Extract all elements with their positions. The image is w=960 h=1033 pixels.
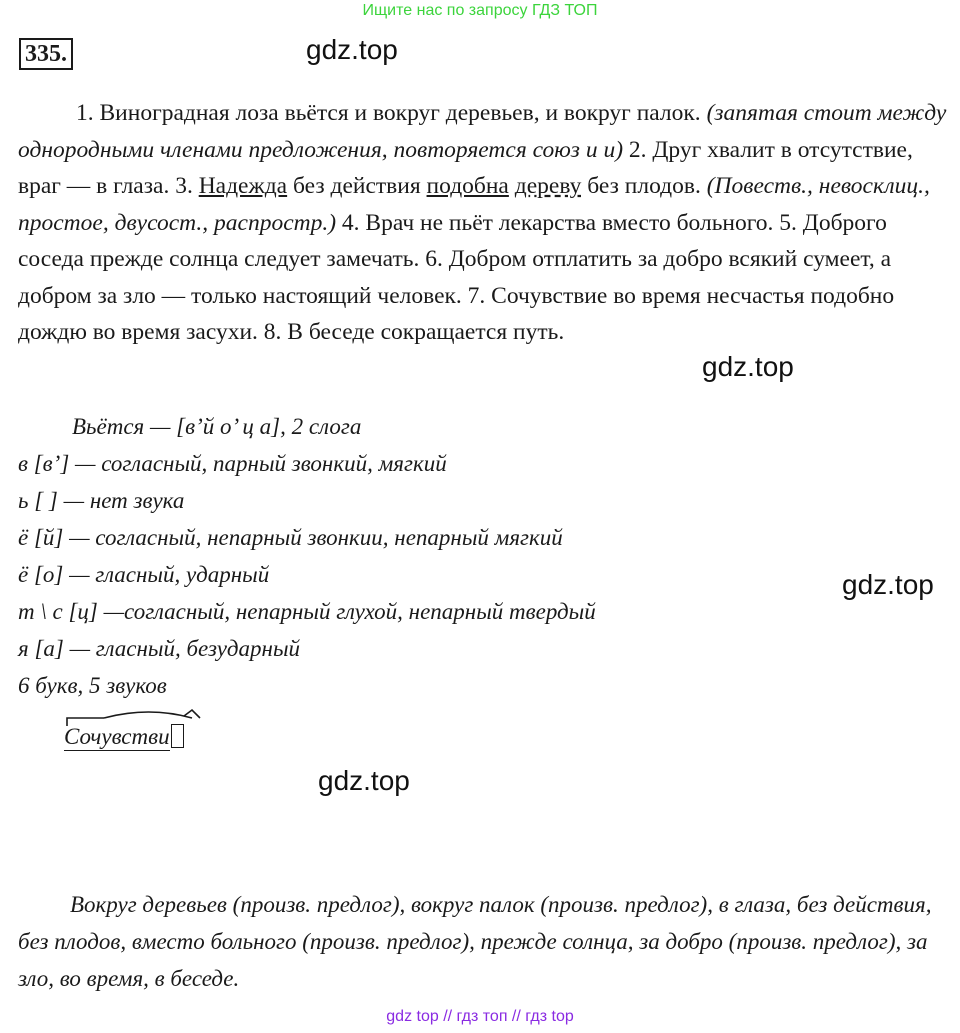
footer: gdz top // гдз топ // гдз top	[386, 1008, 574, 1025]
phonetic-line: т \ с [ц] —согласный, непарный глухой, непарный твердый	[18, 599, 596, 624]
phonetic-line: ё [о] — гласный, ударный	[18, 562, 270, 587]
watermark: gdz.top	[842, 569, 934, 600]
subject: Надежда	[198, 173, 288, 199]
phonetic-line: я [а] — гласный, безударный	[18, 636, 301, 661]
phonetic-line: ь [ ] — нет звука	[18, 488, 185, 513]
note-3: (Повеств., невосклиц., простое, двусост., распростр.)	[18, 173, 930, 236]
prepositions-text	[18, 886, 948, 997]
sentence-3-end: без плодов.	[581, 173, 707, 199]
exercise-number: 335.	[19, 38, 73, 70]
phonetic-analysis	[18, 408, 838, 704]
sentences-rest: 4. Врач не пьёт лекарства вместо больного. 5. Доброго соседа прежде солнца следует замечать. 6. Добром отплатить за добро всякий сумеет, а добром за зло — только настоящий человек. 7. Сочувствие во время несчастья подобно дождю во время засухи. 8. В беседе сокращается путь.	[18, 209, 895, 345]
top-banner: Ищите нас по запросу ГДЗ ТОП	[362, 2, 598, 19]
sentence-1: 1. Виноградная лоза вьётся и вокруг деревьев, и вокруг палок.	[76, 100, 707, 126]
predicate: подобна	[426, 173, 509, 199]
phonetic-count: 6 букв, 5 звуков	[18, 673, 167, 698]
watermark: gdz.top	[318, 765, 410, 796]
sentence-2: 2. Друг хвалит в отсутствие, враг — в глаза. 3.	[18, 136, 913, 199]
sentence-3-mid: без действия	[287, 173, 427, 199]
phonetic-line: в [в’] — согласный, парный звонкий, мягкий	[18, 451, 447, 476]
exercise-text	[18, 95, 948, 351]
note-1: (запятая стоит между однородными членами предложения, повторяется союз и и)	[18, 100, 947, 163]
morpheme-word: Сочувстви	[64, 724, 170, 749]
phonetic-line: ё [й] — согласный, непарный звонкии, непарный мягкий	[18, 525, 563, 550]
watermark: gdz.top	[306, 34, 398, 65]
watermark: gdz.top	[702, 351, 794, 382]
morpheme-analysis	[64, 724, 184, 751]
object: дереву	[514, 173, 582, 199]
phonetic-header: Вьётся — [в’й о’ ц а], 2 слога	[72, 414, 362, 439]
prepositions-line: Вокруг деревьев (произв. предлог), вокруг палок (произв. предлог), в глаза, без действия, без плодов, вместо больного (произв. предлог), прежде солнца, за добро (произв. предлог), за зло, во время, в беседе.	[18, 892, 932, 991]
